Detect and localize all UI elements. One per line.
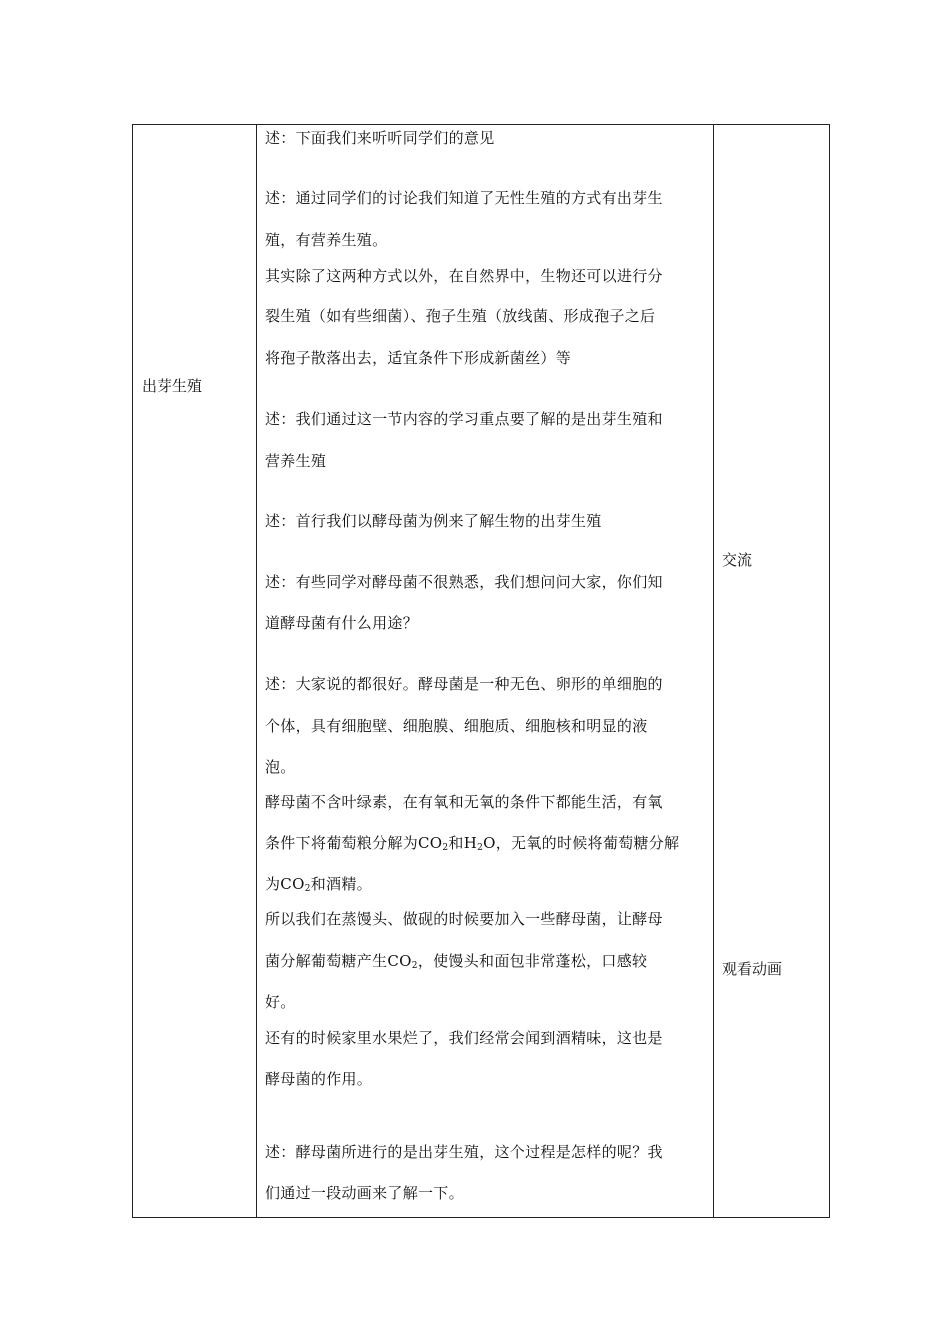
text-line: 酵母菌不含叶绿素，在有氧和无氧的条件下都能生活，有氧 — [265, 793, 663, 811]
text-line-formula: 条件下将葡萄粮分解为$CO_2$和$H_2O$，无氧的时候将葡萄糖分解 — [265, 834, 680, 853]
text-line: 将孢子散落出去，适宜条件下形成新菌丝）等 — [265, 349, 572, 367]
text-line: 个体，具有细胞壁、细胞膜、细胞质、细胞核和明显的液 — [265, 717, 648, 735]
text-line-formula: 为$CO_2$和酒精。 — [265, 875, 372, 894]
text-line: 泡。 — [265, 758, 296, 776]
text-line: 所以我们在蒸馒头、做砚的时候要加入一些酵母菌，让酵母 — [265, 910, 663, 928]
column-divider — [256, 125, 257, 1217]
text-line-formula: 菌分解葡萄糖产生$CO_2$，使馒头和面包非常蓬松，口感较 — [265, 952, 648, 971]
column-divider — [713, 125, 714, 1217]
text-line: 好。 — [265, 993, 296, 1011]
text-line: 述：通过同学们的讨论我们知道了无性生殖的方式有出芽生 — [265, 189, 663, 207]
text-line: 道酵母菌有什么用途？ — [265, 614, 419, 632]
text-line: 述：酵母菌所进行的是出芽生殖，这个过程是怎样的呢？我 — [265, 1143, 663, 1161]
activity-watch-animation: 观看动画 — [722, 960, 783, 978]
lesson-table — [132, 124, 830, 1218]
text-line: 述：大家说的都很好。酵母菌是一种无色、卵形的单细胞的 — [265, 675, 663, 693]
text-line: 述：我们通过这一节内容的学习重点要了解的是出芽生殖和 — [265, 410, 663, 428]
text-line: 们通过一段动画来了解一下。 — [265, 1184, 464, 1202]
text-line: 殖，有营养生殖。 — [265, 231, 388, 249]
text-line: 述：首行我们以酵母菌为例来了解生物的出芽生殖 — [265, 512, 602, 530]
text-line: 述：下面我们来听听同学们的意见 — [265, 129, 495, 147]
text-line: 还有的时候家里水果烂了，我们经常会闻到酒精味，这也是 — [265, 1029, 663, 1047]
text-line: 述：有些同学对酵母菌不很熟悉，我们想问问大家，你们知 — [265, 573, 663, 591]
row-label: 出芽生殖 — [142, 377, 203, 395]
table-corner-mark — [138, 124, 144, 125]
text-line: 其实除了这两种方式以外，在自然界中，生物还可以进行分 — [265, 267, 663, 285]
text-line: 酵母菌的作用。 — [265, 1070, 373, 1088]
activity-exchange: 交流 — [722, 551, 753, 569]
text-line: 裂生殖（如有些细菌）、孢子生殖（放线菌、形成孢子之后 — [265, 307, 656, 325]
text-line: 营养生殖 — [265, 452, 327, 470]
